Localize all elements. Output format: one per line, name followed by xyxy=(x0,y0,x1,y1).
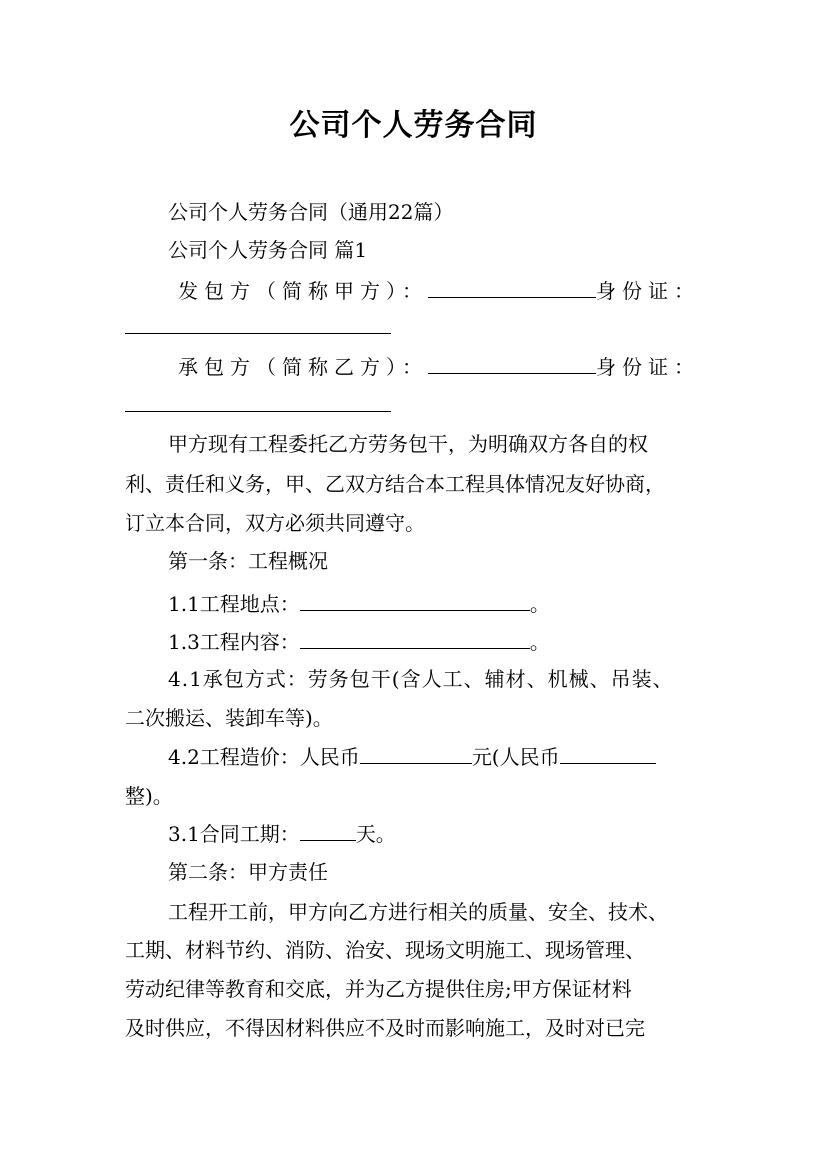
item-1-1-period: 。 xyxy=(529,592,550,616)
item-4-2-line-2: 整)。 xyxy=(125,784,173,808)
party-a-id-blank xyxy=(125,333,391,334)
intro-line-1: 甲方现有工程委托乙方劳务包干，为明确双方各自的权 xyxy=(168,432,648,456)
price-number-blank xyxy=(360,745,472,764)
party-b-label: 承包方（简称乙方）： xyxy=(178,355,428,379)
party-a-label: 发包方（简称甲方）： xyxy=(178,279,428,303)
price-words-blank xyxy=(560,745,656,764)
item-1-3 xyxy=(168,628,758,656)
duration-days-blank xyxy=(300,822,356,841)
item-1-3-label: 1.3工程内容： xyxy=(168,630,300,654)
item-4-2-label: 4.2工程造价：人民币 xyxy=(168,745,360,769)
site-location-blank xyxy=(300,592,530,611)
article-2-heading: 第二条：甲方责任 xyxy=(168,860,328,884)
party-b-id-blank xyxy=(125,411,391,412)
party-b-line xyxy=(178,353,768,381)
party-b-name-blank xyxy=(428,355,596,374)
article-2-line-1: 工程开工前，甲方向乙方进行相关的质量、安全、技术、 xyxy=(168,900,668,924)
document-title: 公司个人劳务合同 xyxy=(289,108,538,143)
document-subtitle: 公司个人劳务合同（通用22篇） xyxy=(168,200,454,224)
article-1-heading: 第一条：工程概况 xyxy=(168,549,328,573)
intro-line-2: 利、责任和义务，甲、乙双方结合本工程具体情况友好协商， xyxy=(125,472,665,496)
party-a-name-blank xyxy=(428,279,596,298)
article-2-line-3: 劳动纪律等教育和交底，并为乙方提供住房;甲方保证材料 xyxy=(125,977,632,1001)
item-3-1-label: 3.1合同工期： xyxy=(168,822,300,846)
item-1-3-period: 。 xyxy=(529,630,550,654)
party-a-line xyxy=(178,277,768,305)
item-4-2-yuan: 元(人民币 xyxy=(471,745,560,769)
section-heading: 公司个人劳务合同 篇1 xyxy=(168,238,368,262)
party-b-id-label: 身份证： xyxy=(596,355,700,379)
item-3-1 xyxy=(168,820,758,848)
party-a-id-label: 身份证： xyxy=(596,279,700,303)
item-4-1-line-2: 二次搬运、装卸车等)。 xyxy=(125,706,333,730)
item-1-1 xyxy=(168,590,758,618)
article-2-line-4: 及时供应，不得因材料供应不及时而影响施工，及时对已完 xyxy=(125,1016,645,1040)
work-content-blank xyxy=(300,630,530,649)
article-2-line-2: 工期、材料节约、消防、治安、现场文明施工、现场管理、 xyxy=(125,938,645,962)
item-1-1-label: 1.1工程地点： xyxy=(168,592,300,616)
intro-line-3: 订立本合同，双方必须共同遵守。 xyxy=(125,511,425,535)
item-4-1-line-1: 4.1承包方式：劳务包干(含人工、辅材、机械、吊装、 xyxy=(168,667,674,691)
item-4-2-line-1 xyxy=(168,743,758,771)
item-3-1-unit: 天。 xyxy=(355,822,396,846)
